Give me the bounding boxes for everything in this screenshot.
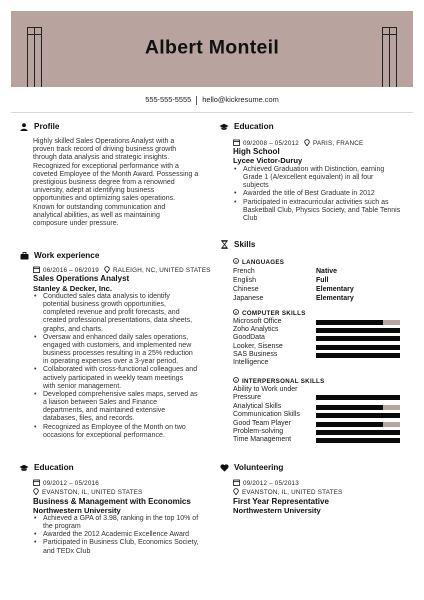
bullet-line: Club [243,214,258,222]
bullet-item [33,334,228,367]
location-pin-icon [304,139,310,148]
location-pin-icon [33,488,39,497]
bullet-item [233,166,418,190]
skill-name: Problem-solving [233,428,284,435]
calendar-icon [33,479,40,488]
profile-line: composure under pressure. [33,220,119,228]
bullet-line: and TEDx Club [43,547,91,555]
subsection-title: LANGUAGES [242,258,285,266]
frame-line [27,34,41,35]
skill-level-bar [316,353,400,358]
volunteer-location-text: EVANSTON, IL, UNITED STATES [242,489,343,496]
bullet-line: • Awarded the title of Best Graduate in 2012 [243,190,375,198]
skill-level-fill [316,395,400,400]
bullet-line: • Achieved a GPA of 3.98, ranking in the top 10% of [43,515,199,522]
divider [196,96,197,105]
skill-row [233,334,413,343]
skill-level-bar [316,328,400,333]
profile-line: opportunities and optimizing sales operations. [33,195,176,203]
frame-line [382,34,397,35]
edu-right-bullets [233,166,418,223]
skill-level-bar [316,422,400,427]
candidate-name: Albert Monteil [144,36,280,59]
computer-skills-subtitle [233,309,306,317]
profile-line: Recognized for exceptional performance with a [33,162,179,170]
profile-line: Known for outstanding communication and [33,203,166,211]
skill-name: Looker, Sisense [233,343,283,350]
skill-level-bar [316,413,400,418]
edu-left-bullets [33,515,228,556]
skill-level-fill [316,422,383,427]
education-heading-left [18,463,74,472]
heart-icon [218,464,230,472]
briefcase-icon [18,252,30,260]
bullet-line: business processes resulting in a 25% reduction [43,350,193,358]
info-circle-icon [233,309,239,317]
contact-line [0,95,424,105]
skill-name: Microsoft Office [233,318,282,325]
bullet-line: actively participated in weekly team meetings [43,374,184,382]
bullet-line: • Awarded the 2012 Academic Excellence Award [43,531,190,539]
bullet-item [33,424,228,440]
phone-text: 555-555-5555 [145,95,192,104]
bullet-line: • Participated in extracurricular activities such as [243,198,389,206]
skill-level-fill [316,413,400,418]
profile-heading [18,122,59,131]
skill-level-fill [316,438,400,443]
skill-level-fill [316,405,383,410]
edu-left-school: Northwestern University [33,506,121,515]
location-pin-icon [233,488,239,497]
profile-line: proven track record of driving business growth [33,146,177,154]
volunteer-date-text: 09/2012 – 05/2013 [243,480,299,487]
bullet-item [33,293,228,334]
skill-level-fill [316,353,400,358]
bullet-line: completed revenue and profit forecasts, and [43,309,180,317]
language-row [233,277,413,284]
bullet-item [33,366,228,390]
volunteer-org: Northwestern University [233,506,321,515]
bullet-line: engaged with customers, and implemented new [43,341,192,349]
bullet-item [33,539,228,555]
skill-name: Good Team Player [233,420,291,427]
language-name: French [233,268,255,275]
bullet-line: the program [43,523,81,531]
skill-name: Communication Skills [233,411,300,418]
bullet-line: • Achieved Graduation with Distinction, earning [243,166,385,173]
edu-right-school: Lycee Victor-Duruy [233,156,303,165]
language-level: Elementary [316,295,354,302]
bullet-line: • Recognized as Employee of the Month on two [43,423,186,431]
work-role: Sales Operations Analyst [33,274,130,283]
skill-level-bar [316,405,400,410]
skill-level-fill [316,320,383,325]
section-title: Profile [34,122,60,131]
bullet-line: Basketball Club, Physics Society, and Table Tennis [243,206,401,214]
info-circle-icon [233,377,239,385]
skill-row [233,436,413,445]
subsection-title: INTERPERSONAL SKILLS [242,377,325,385]
bullet-line: subjects [243,182,269,190]
skill-level-bar [316,336,400,341]
skill-row [233,351,413,368]
skill-row [233,411,413,420]
language-level: Elementary [316,286,354,293]
bullet-line: occasions for exceptional performance. [43,431,165,439]
skills-heading [218,240,255,249]
skill-level-bar [316,395,400,400]
bullet-line: databases, files, and records. [43,415,135,423]
skill-level-bar [316,320,400,325]
skill-level-bar [316,438,400,443]
language-name: English [233,277,256,284]
calendar-icon [233,479,240,488]
bullet-line: • Conducted sales data analysis to identify [43,293,170,300]
profile-line: university, adept at identifying business [33,187,155,195]
skill-level-fill [316,328,400,333]
graduation-cap-icon [18,464,30,472]
edu-left-degree: Business & Management with Economics [33,497,191,506]
bullet-item [33,515,228,531]
email-link[interactable]: hello@kickresume.com [202,95,279,104]
profile-line: prestigious business degree from a renowned [33,179,175,187]
work-company: Stanley & Decker, Inc. [33,284,112,293]
subsection-title: COMPUTER SKILLS [242,309,306,317]
volunteer-role: First Year Representative [233,497,329,506]
edu-left-location [33,488,142,497]
volunteer-location [233,488,342,497]
work-heading [18,251,99,260]
language-name: Japanese [233,295,264,302]
skill-level-bar [316,345,400,350]
language-level: Full [316,277,329,284]
edu-date: 09/2012 – 05/2016 [43,480,99,487]
bullet-line: a liaison between Sales and Finance [43,399,158,407]
bullet-line: • Developed comprehensive sales maps, served as [43,390,198,398]
bullet-line: departments, and maintained extensive [43,407,166,415]
volunteering-heading [218,463,283,472]
profile-line: through data analysis and strategic insights. [33,154,170,162]
hourglass-icon [218,240,230,249]
profile-text [33,138,223,228]
info-circle-icon [233,258,239,266]
skill-level-fill [316,430,400,435]
frame-line [27,27,41,28]
work-date: 06/2016 – 06/2019 [43,267,99,274]
bullet-line: in operating expenses over a 3-year period. [43,358,179,366]
skill-name: SAS Business Intelligence [233,351,278,367]
skill-name: Time Management [233,436,292,443]
volunteer-date [233,479,299,488]
section-title: Skills [234,240,256,249]
edu-location: PARIS, FRANCE [312,140,364,147]
bullet-line: • Oversaw and enhanced daily sales operations, [43,333,189,341]
bullet-item [233,190,418,198]
edu-date: 09/2008 – 05/2012 [243,140,299,147]
bullet-line: with senior management. [43,382,122,390]
language-row [233,295,413,302]
divider [11,112,413,113]
language-name: Chinese [233,286,259,293]
language-row [233,286,413,293]
graduation-cap-icon [218,123,230,131]
section-title: Education [34,463,74,472]
bullet-line: graphs, and charts. [43,325,103,333]
bullet-item [33,531,228,539]
skill-name: GoodData [233,334,265,341]
interpersonal-skills-subtitle [233,377,325,385]
section-title: Education [234,122,274,131]
skill-name: Zoho Analytics [233,326,279,333]
bullet-line: • Participated in Business Club, Economics Society, [43,539,199,547]
skill-level-bar [316,430,400,435]
edu-location: EVANSTON, IL, UNITED STATES [42,489,143,496]
edu-right-degree: High School [233,147,280,156]
work-bullets [33,293,228,440]
frame-line [382,27,397,28]
language-row [233,268,413,275]
person-icon [18,123,30,131]
skill-level-fill [316,345,400,350]
edu-left-date [33,479,99,488]
skill-row [233,386,413,403]
bullet-line: • Collaborated with cross-functional colleagues and [43,366,198,374]
header-banner [11,11,413,87]
education-heading-right [218,122,274,131]
section-title: Volunteering [234,463,284,472]
profile-line: Highly skilled Sales Operations Analyst with a [33,138,175,145]
skill-level-fill [316,336,400,341]
skill-name: Ability to Work under Pressure [233,386,298,402]
bullet-line: Grade 1 (A/excellent equivalent) in all four [243,174,374,182]
languages-subtitle [233,258,284,266]
section-title: Work experience [34,251,100,260]
bullet-item [33,391,228,424]
language-level: Native [316,268,338,275]
profile-line: analytical abilities, as well as maintaining [33,211,160,219]
skill-name: Analytical Skills [233,403,282,410]
profile-line: coveted Employee of the Month Award. Possessing a [33,170,199,178]
bullet-item [233,199,418,223]
work-location: RALEIGH, NC, UNITED STATES [112,267,211,274]
bullet-line: created professional presentations, data sheets, [43,317,193,325]
bullet-line: potential business growth opportunities, [43,301,166,309]
